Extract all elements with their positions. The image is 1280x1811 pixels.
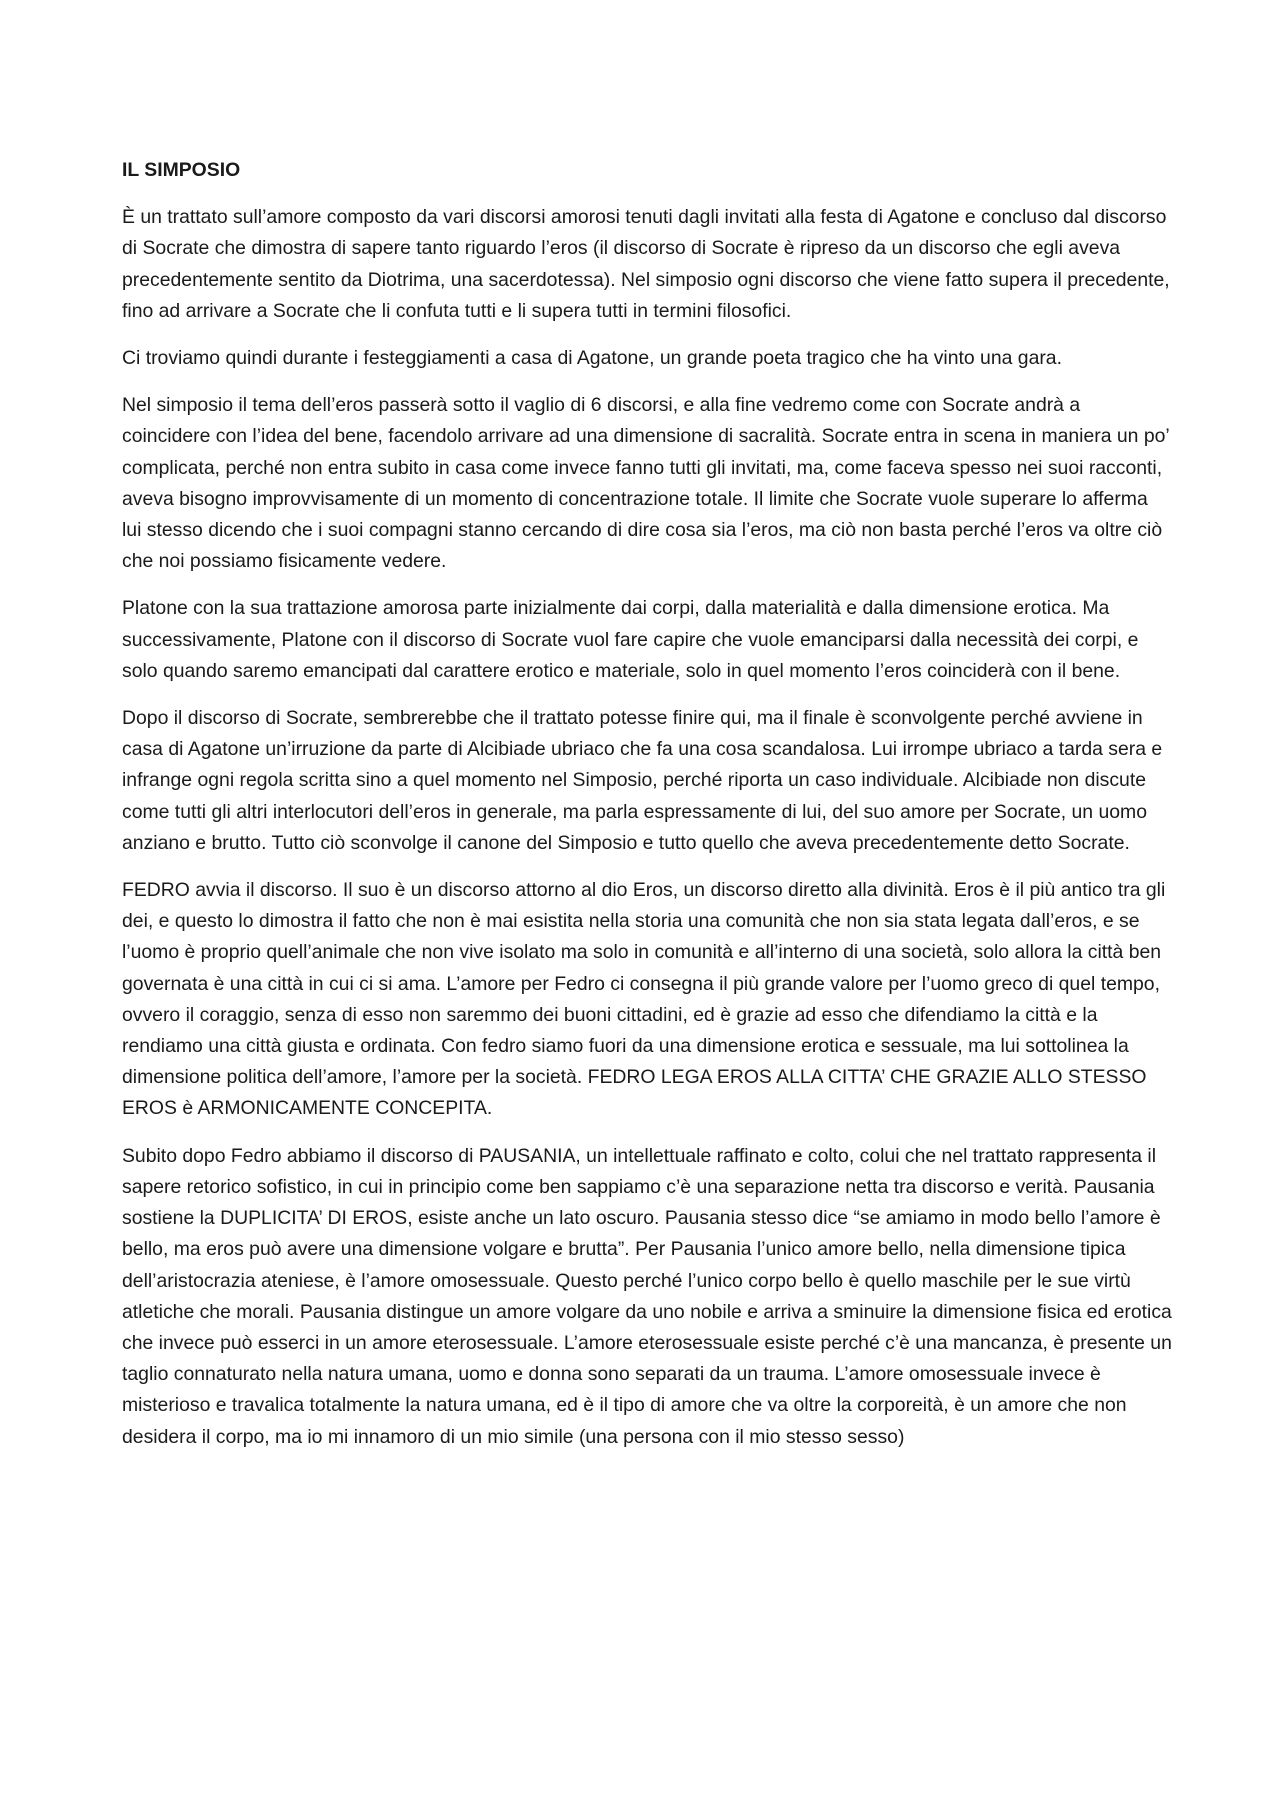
paragraph-pausania: Subito dopo Fedro abbiamo il discorso di PAUSANIA, un intellettuale raffinato e colto, colui che nel trattato rappresenta il sapere retorico sofistico, in cui in principio come ben sappiamo c’è una separazione netta tra discorso e verità. Pausania sostiene la DUPLICITA’ DI EROS, esiste anche un lato oscuro. Pausania stesso dice “se amiamo in modo bello l’amore è bello, ma eros può avere una dimensione volgare e brutta”. Per Pausania l’unico amore bello, nella dimensione tipica dell’aristocrazia ateniese, è l’amore omosessuale. Questo perché l’unico corpo bello è quello maschile per le sue virtù atletiche che morali. Pausania distingue un amore volgare da uno nobile e arriva a sminuire la dimensione fisica ed erotica che invece può esserci in un amore eterosessuale. L’amore eterosessuale esiste perché c’è una mancanza, è presente un taglio connaturato nella natura umana, uomo e donna sono separati da un trauma. L’amore omosessuale invece è misterioso e travalica totalmente la natura umana, ed è il tipo di amore che va oltre la corporeità, è un amore che non desidera il corpo, ma io mi innamoro di un mio simile (una persona con il mio stesso sesso) [122, 1144, 1172, 1448]
paragraph-platone: Platone con la sua trattazione amorosa parte inizialmente dai corpi, dalla materialità e dalla dimensione erotica. Ma successivamente, Platone con il discorso di Socrate vuol fare capire che vuole emanciparsi dalla necessità dei corpi, e solo quando saremo emancipati dal carattere erotico e materiale, solo in quel momento l’eros coinciderà con il bene. [122, 597, 1139, 682]
document-title: IL SIMPOSIO [122, 159, 241, 181]
paragraph-alcibiade: Dopo il discorso di Socrate, sembrerebbe che il trattato potesse finire qui, ma il finale è sconvolgente perché avviene in casa di Agatone un’irruzione da parte di Alcibiade ubriaco che fa una cosa scandalosa. Lui irrompe ubriaco a tarda sera e infrange ogni regola scritta sino a quel momento nel Simposio, perché riporta un caso individuale. Alcibiade non discute come tutti gli altri interlocutori dell’eros in generale, ma parla espressamente di lui, del suo amore per Socrate, un uomo anziano e brutto. Tutto ciò sconvolge il canone del Simposio e tutto quello che aveva precedentemente detto Socrate. [122, 707, 1163, 854]
document-body [122, 155, 1172, 1469]
paragraph-setting: Ci troviamo quindi durante i festeggiamenti a casa di Agatone, un grande poeta tragico che ha vinto una gara. [122, 347, 1062, 370]
paragraph-fedro: FEDRO avvia il discorso. Il suo è un discorso attorno al dio Eros, un discorso diretto alla divinità. Eros è il più antico tra gli dei, e questo lo dimostra il fatto che non è mai esistita nella storia una comunità che non sia stata legata dall’eros, e se l’uomo è proprio quell’animale che non vive isolato ma solo in comunità e all’interno di una società, solo allora la città ben governata è una città in cui ci si ama. L’amore per Fedro ci consegna il più grande valore per l’uomo greco di quel tempo, ovvero il coraggio, senza di esso non saremmo dei buoni cittadini, ed è grazie ad esso che difendiamo la città e la rendiamo una città giusta e ordinata. Con fedro siamo fuori da una dimensione erotica e sessuale, ma lui sottolinea la dimensione politica dell’amore, l’amore per la società. FEDRO LEGA EROS ALLA CITTA’ CHE GRAZIE ALLO STESSO EROS è ARMONICAMENTE CONCEPITA. [122, 879, 1166, 1120]
paragraph-socrates-entrance: Nel simposio il tema dell’eros passerà sotto il vaglio di 6 discorsi, e alla fine vedremo come con Socrate andrà a coincidere con l’idea del bene, facendolo arrivare ad una dimensione di sacralità. Socrate entra in scena in maniera un po’ complicata, perché non entra subito in casa come invece fanno tutti gli invitati, ma, come faceva spesso nei suoi racconti, aveva bisogno improvvisamente di un momento di concentrazione totale. Il limite che Socrate vuole superare lo afferma lui stesso dicendo che i suoi compagni stanno cercando di dire cosa sia l’eros, ma ciò non basta perché l’eros va oltre ciò che noi possiamo fisicamente vedere. [122, 394, 1170, 573]
paragraph-intro: È un trattato sull’amore composto da vari discorsi amorosi tenuti dagli invitati alla festa di Agatone e concluso dal discorso di Socrate che dimostra di sapere tanto riguardo l’eros (il discorso di Socrate è ripreso da un discorso che egli aveva precedentemente sentito da Diotrima, una sacerdotessa). Nel simposio ogni discorso che viene fatto supera il precedente, fino ad arrivare a Socrate che li confuta tutti e li supera tutti in termini filosofici. [122, 206, 1170, 322]
